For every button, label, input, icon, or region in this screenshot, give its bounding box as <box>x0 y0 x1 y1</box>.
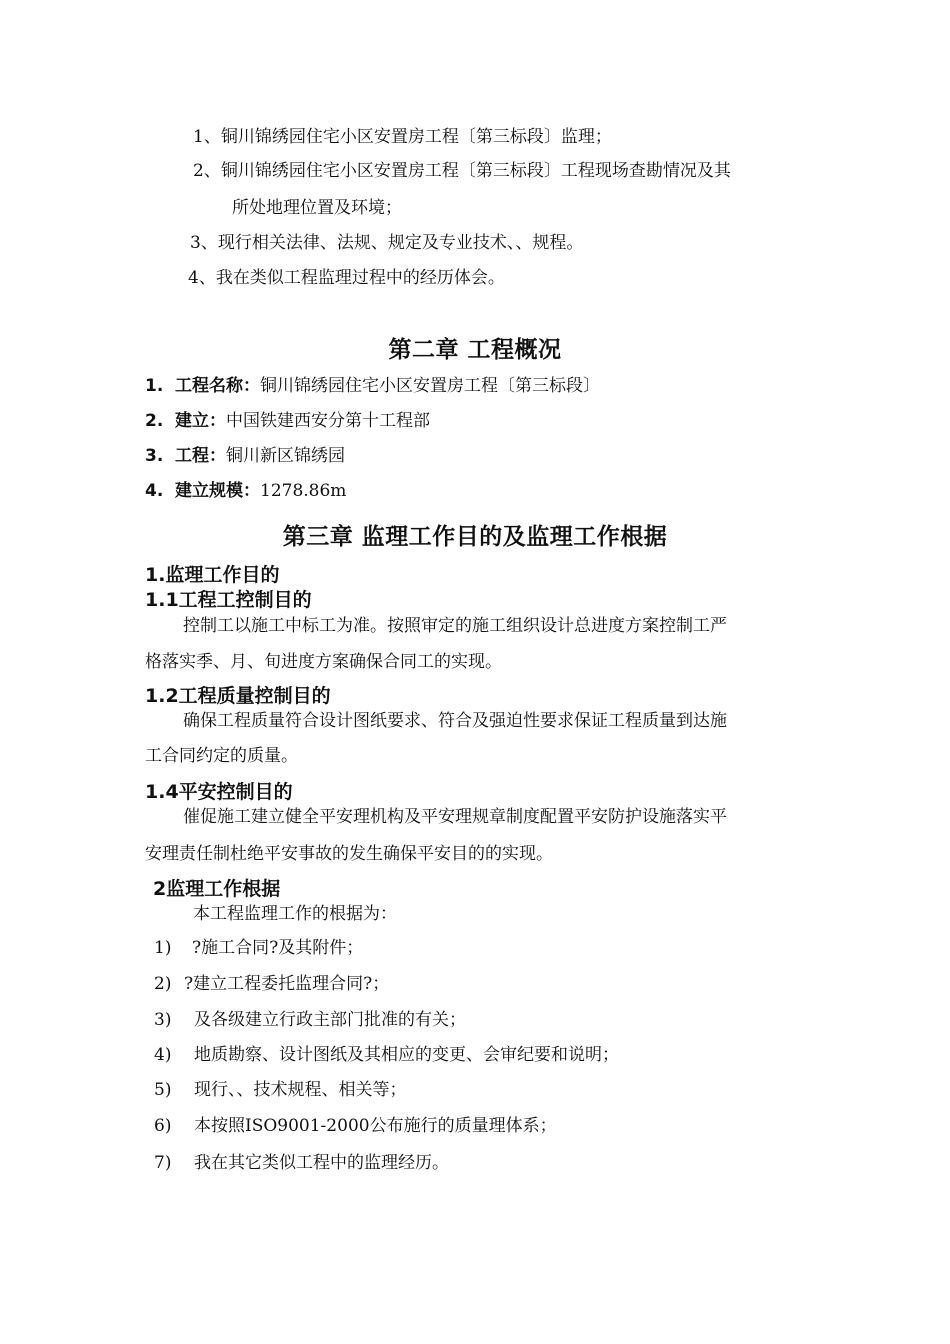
basis-item-1: 1、铜川锦绣园住宅小区安置房工程〔第三标段〕监理； <box>193 127 612 147</box>
basis-list-item-6 <box>154 1118 557 1135</box>
overview-item-1-num: 1. <box>145 376 164 396</box>
section-1-1-heading: 1.1工程工控制目的 <box>145 589 312 611</box>
basis-list-item-5-num: 5) <box>154 1080 172 1100</box>
basis-list-item-3-num: 3) <box>154 1010 172 1030</box>
overview-item-4-value: 1278.86m <box>260 481 347 501</box>
overview-item-2-num: 2. <box>145 411 164 431</box>
section-1-4-para-line1: 催促施工建立健全平安理机构及平安理规章制度配置平安防护设施落实平 <box>183 807 727 827</box>
overview-item-2-label: 建立： <box>175 411 226 431</box>
section-1-2-heading: 1.2工程质量控制目的 <box>145 685 331 707</box>
overview-item-1 <box>145 378 600 395</box>
overview-item-4-label: 建立规模： <box>175 481 260 501</box>
section-1-1-para-line2: 格落实季、月、旬进度方案确保合同工的实现。 <box>145 652 502 672</box>
overview-item-2 <box>145 413 430 430</box>
basis-list-item-3 <box>154 1012 466 1029</box>
chapter3-title: 第三章 监理工作目的及监理工作根据 <box>282 524 668 550</box>
section-1-1-para-line1: 控制工以施工中标工为准。按照审定的施工组织设计总进度方案控制工严 <box>183 616 727 636</box>
basis-list-item-2-text: ?建立工程委托监理合同?； <box>184 974 390 994</box>
section-2-intro: 本工程监理工作的根据为： <box>193 904 397 924</box>
basis-item-2: 2、铜川锦绣园住宅小区安置房工程〔第三标段〕工程现场查勘情况及其 <box>193 161 731 181</box>
basis-list-item-1-text: ?施工合同?及其附件； <box>192 938 364 958</box>
basis-list-item-6-num: 6) <box>154 1116 172 1136</box>
basis-list-item-2-num: 2) <box>154 974 172 994</box>
overview-item-3 <box>145 448 345 465</box>
overview-item-2-value: 中国铁建西安分第十工程部 <box>226 411 430 431</box>
basis-list-item-1-num: 1) <box>154 938 172 958</box>
section-1-4-para-line2: 安理责任制杜绝平安事故的发生确保平安目的的实现。 <box>145 844 553 864</box>
section-1-2-para-line2: 工合同约定的质量。 <box>145 746 298 766</box>
basis-list-item-1 <box>154 940 363 957</box>
section-2-heading: 2监理工作根据 <box>153 878 281 900</box>
section-1-2-para-line1: 确保工程质量符合设计图纸要求、符合及强迫性要求保证工程质量到达施 <box>183 711 727 731</box>
basis-list-item-4 <box>154 1047 619 1064</box>
overview-item-4 <box>145 483 346 500</box>
basis-item-3: 3、现行相关法律、法规、规定及专业技术、、规程。 <box>190 233 584 253</box>
overview-item-3-label: 工程： <box>175 446 226 466</box>
overview-item-1-value: 铜川锦绣园住宅小区安置房工程〔第三标段〕 <box>260 376 600 396</box>
overview-item-4-num: 4. <box>145 481 164 501</box>
basis-list-item-7 <box>154 1155 449 1172</box>
basis-list-item-2 <box>154 976 389 993</box>
basis-list-item-6-text: 本按照ISO9001-2000公布施行的质量理体系； <box>194 1116 557 1136</box>
overview-item-3-value: 铜川新区锦绣园 <box>226 446 345 466</box>
basis-list-item-7-num: 7) <box>154 1153 172 1173</box>
basis-list-item-4-text: 地质勘察、设计图纸及其相应的变更、会审纪要和说明； <box>194 1045 619 1065</box>
overview-item-1-label: 工程名称： <box>175 376 260 396</box>
basis-item-2-cont: 所处地理位置及环境； <box>232 198 402 218</box>
basis-list-item-4-num: 4) <box>154 1045 172 1065</box>
chapter2-title: 第二章 工程概况 <box>388 337 562 363</box>
basis-list-item-5 <box>154 1082 407 1099</box>
basis-list-item-7-text: 我在其它类似工程中的监理经历。 <box>194 1153 449 1173</box>
section-1-4-heading: 1.4平安控制目的 <box>145 781 293 803</box>
basis-list-item-3-text: 及各级建立行政主部门批准的有关； <box>194 1010 466 1030</box>
section-1-heading: 1.监理工作目的 <box>145 564 280 586</box>
basis-list-item-5-text: 现行、、技术规程、相关等； <box>194 1080 407 1100</box>
basis-item-4: 4、我在类似工程监理过程中的经历体会。 <box>188 268 505 288</box>
overview-item-3-num: 3. <box>145 446 164 466</box>
